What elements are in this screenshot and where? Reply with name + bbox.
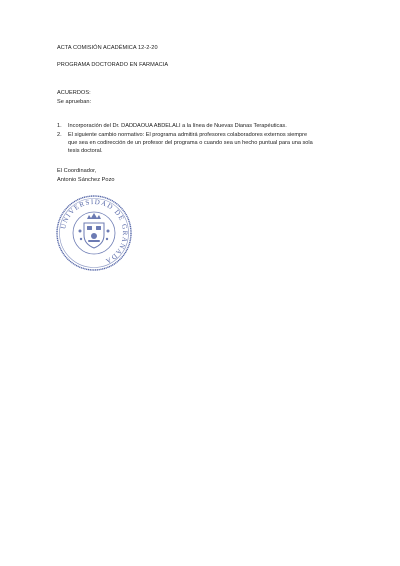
list-item-text: tesis doctoral.: [68, 147, 103, 154]
list-item-number: 1.: [57, 123, 62, 129]
signature-name: Antonio Sánchez Pozo: [57, 177, 115, 183]
svg-text:UNIVERSIDAD DE GRANADA: [59, 198, 129, 266]
acuerdos-heading: ACUERDOS:: [57, 90, 91, 96]
acuerdos-subheading: Se aprueban:: [57, 99, 92, 105]
document-title: ACTA COMISIÓN ACADÉMICA 12-2-20: [57, 45, 158, 51]
list-item-text: El siguiente cambio normativo: El programa admitirá profesores colaboradores externos siempre: [68, 131, 308, 138]
program-name: PROGRAMA DOCTORADO EN FARMACIA: [57, 62, 169, 68]
list-item: [57, 132, 347, 156]
list-item-text: Incorporación del Dr. DADDAOUA ABDELALI a la línea de Nuevas Dianas Terapéuticas.: [68, 123, 287, 129]
list-item-number: 2.: [57, 131, 62, 138]
seal-ring-text: UNIVERSIDAD DE GRANADA: [59, 197, 130, 266]
list-item: [57, 123, 347, 131]
list-item-text: que sea en codirección de un profesor del programa o cuando sea un hecho puntual para una sola: [68, 139, 313, 146]
agreements-list: [57, 123, 347, 156]
university-seal-stamp: [54, 193, 134, 273]
signature-title: El Coordinador,: [57, 168, 97, 174]
